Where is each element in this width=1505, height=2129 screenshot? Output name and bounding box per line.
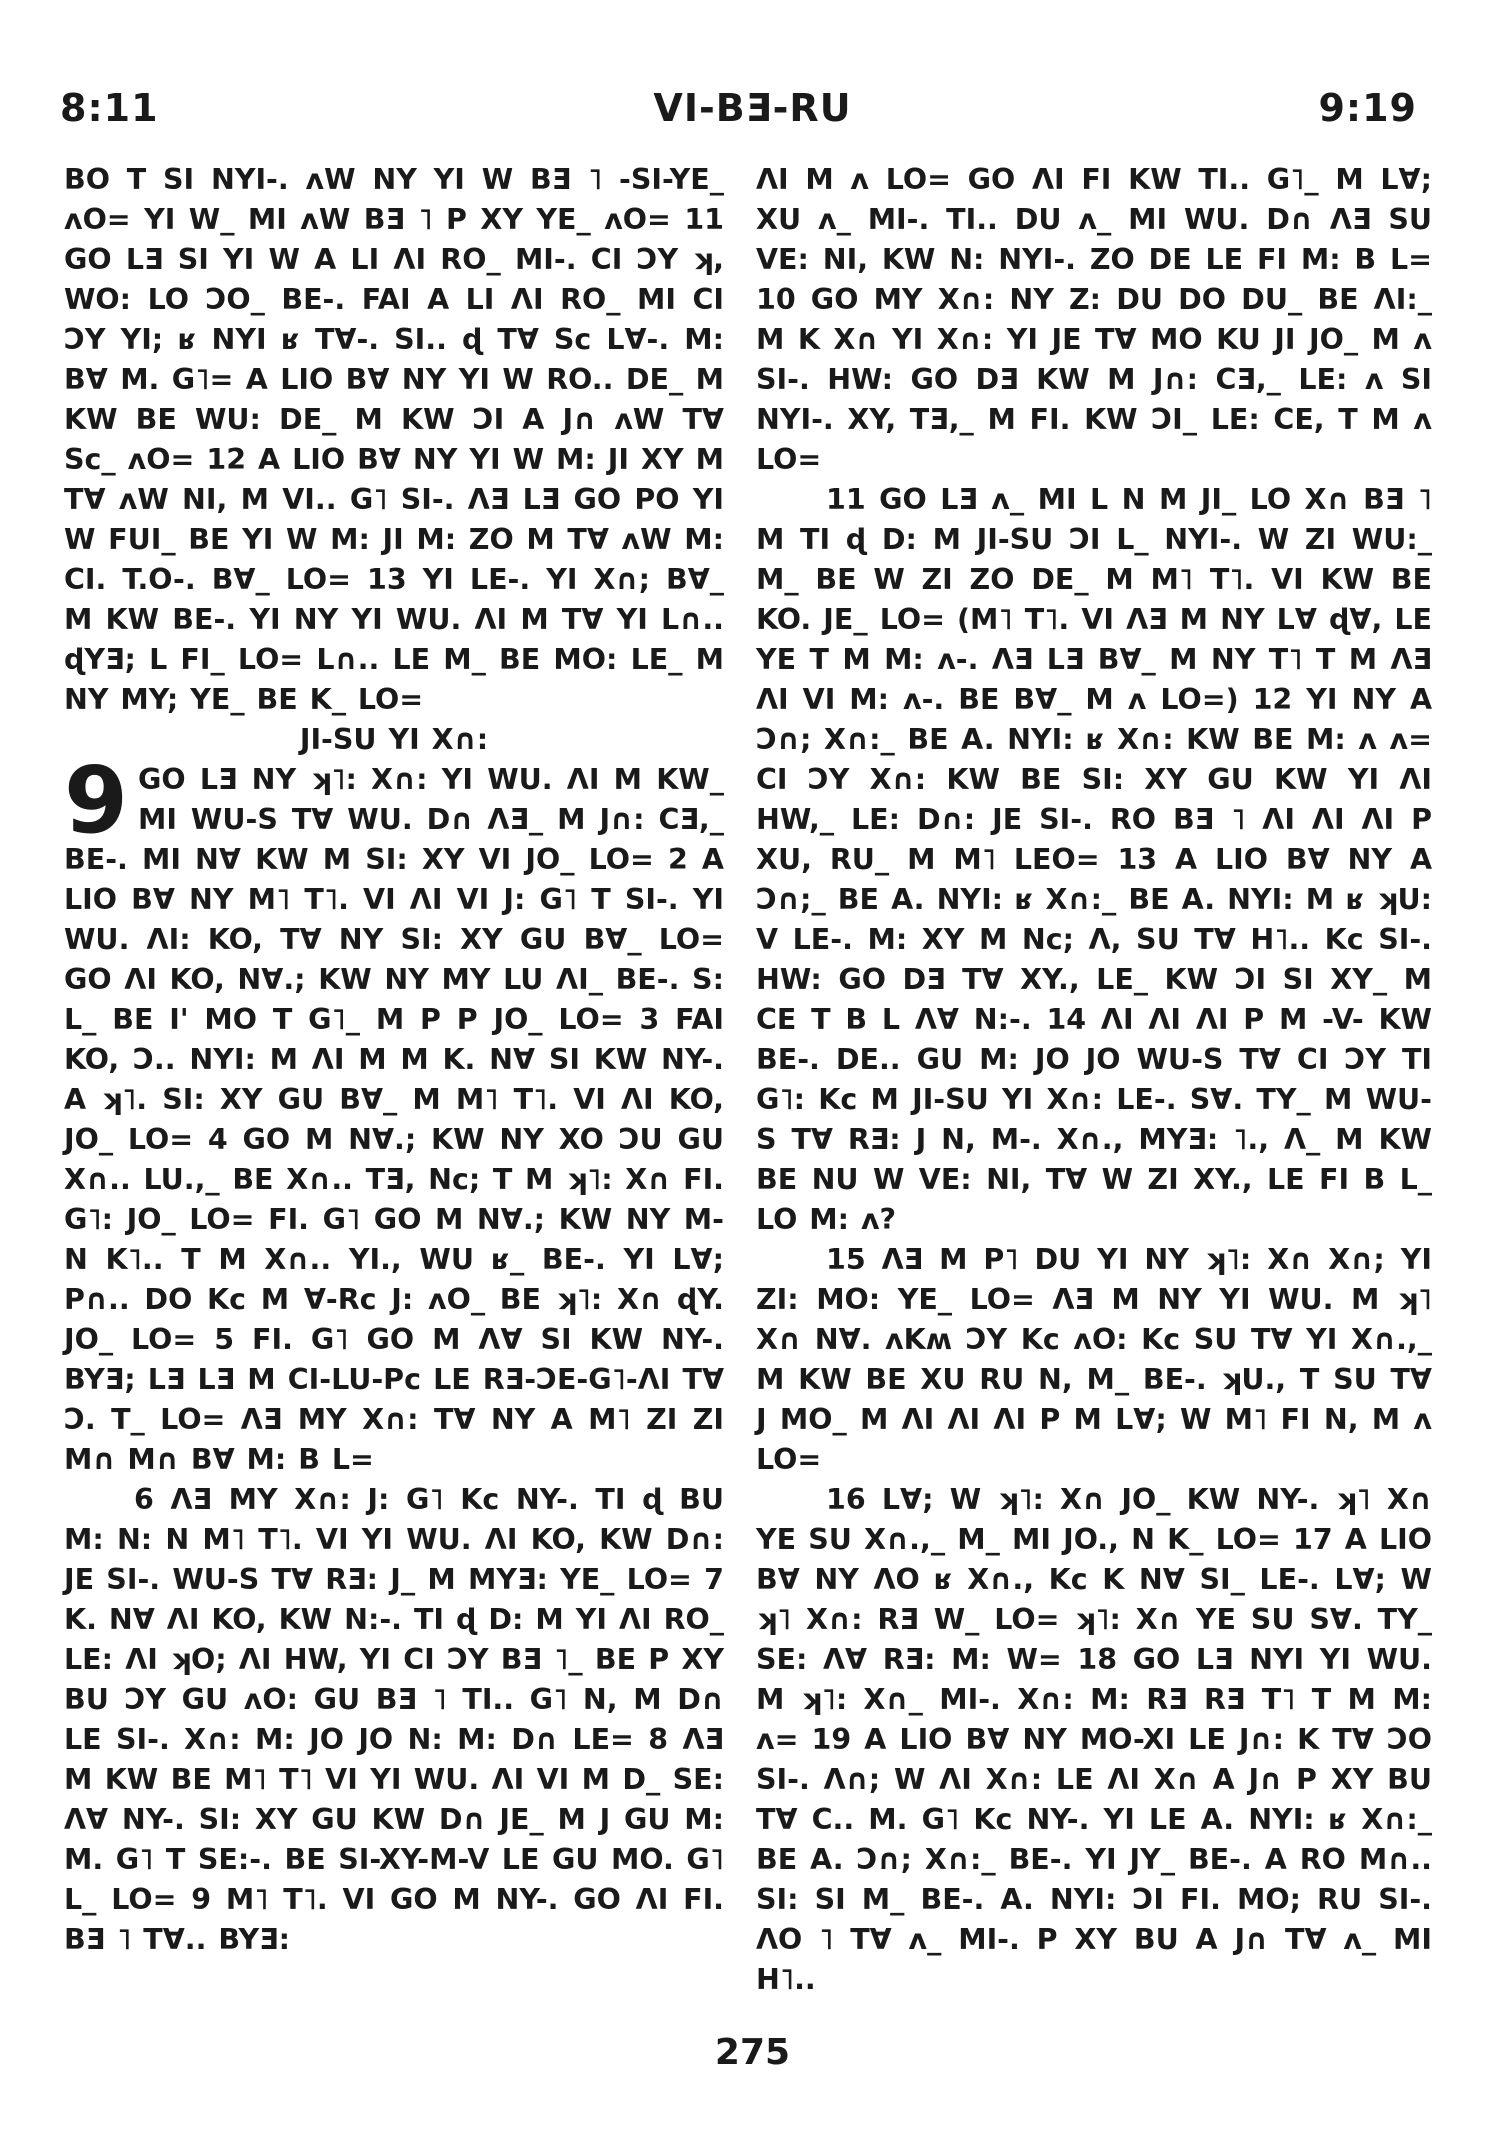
page-number: 275 xyxy=(714,2032,791,2073)
chapter-9-text: GO LƎ NY ʞ˥: X∩: YI WU. ⴷI M KW_ MI WU-S TⱯ WU. D∩ ⴷƎ_ M J∩: CƎ,_ BE-. MI NⱯ KW M SI: XY VI JO_ LO= 2 A LIO BⱯ NY M˥ T˥. VI ⴷI VI J: G˥ T SI-. YI WU. ⴷI: KO, TⱯ NY SI: XY GU BⱯ_ LO= GO ⴷI KO, NⱯ.; KW NY MY LU ⴷI_ BE-. S: L_ BE I' MO T G˥_ M P P JO_ LO= 3 FAI KO, Ɔ.. NYI: M ⴷI M M K. NⱯ SI KW NY-. A ʞ˥. SI: XY GU BⱯ_ M M˥ T˥. VI ⴷI KO, JO_ LO= 4 GO M NⱯ.; KW NY XO ƆU GU X∩.. LU.,_ BE X∩.. TƎ, Nᴄ; T M ʞ˥: X∩ FI. G˥: JO_ LO= FI. G˥ GO M NⱯ.; KW NY M-N K˥.. T M X∩.. YI., WU ʁ_ BE-. YI LⱯ; P∩.. DO Kᴄ M Ɐ-Rᴄ J: ʌO_ BE ʞ˥: X∩ ɖY. JO_ LO= 5 FI. G˥ GO M ⴷⱯ SI KW NY-. BYƎ; LƎ LƎ M CI-LU-Pᴄ LE RƎ-ƆE-G˥-ⴷI TⱯ Ɔ. T_ LO= ⴷƎ MY X∩: TⱯ NY A M˥ ZI ZI M∩ M∩ BⱯ M: B L= xyxy=(64,763,724,1476)
chapter-number-dropcap: 9 xyxy=(64,747,129,854)
right-paragraph-4: 16 LⱯ; W ʞ˥: X∩ JO_ KW NY-. ʞ˥ X∩ YE SU X∩.,_ M_ MI JO., N K_ LO= 17 A LIO BⱯ NY ⴷO ʁ X∩., Kᴄ K NⱯ SI_ LE-. LⱯ; W ʞ˥ X∩: RƎ W_ LO= ʞ˥: X∩ YE SU SⱯ. TY_ SE: ⴷⱯ RƎ: M: W= 18 GO LƎ NYI YI WU. M ʞ˥: X∩_ MI-. X∩: M: RƎ RƎ T˥ T M M: ʌ= 19 A LIO BⱯ NY MO-XI LE J∩: K TⱯ ƆO SI-. ⴷ∩; W ⴷI X∩: LE ⴷI X∩ A J∩ P XY BU TⱯ C.. M. G˥ Kᴄ NY-. YI LE A. NYI: ʁ X∩:_ BE A. Ɔ∩; X∩:_ BE-. YI JY_ BE-. A RO M∩.. SI: SI M_ BE-. A. NYI: ƆI FI. MO; RU SI-. ⴷO ˥ TⱯ ʌ_ MI-. P XY BU A J∩ TⱯ ʌ_ MI H˥.. xyxy=(756,1483,1432,1996)
header-right-reference: 9:19 xyxy=(1318,86,1417,130)
header-book-title: VI-BƎ-RU xyxy=(653,86,852,130)
left-column xyxy=(64,160,724,1960)
header-left-reference: 8:11 xyxy=(60,86,159,130)
right-paragraph-3: 15 ⴷƎ M P˥ DU YI NY ʞ˥: X∩ X∩; YI ZI: MO: YE_ LO= ⴷƎ M NY YI WU. M ʞ˥ X∩ NⱯ. ʌKʍ ƆY Kᴄ ʌO: Kᴄ SU TⱯ YI X∩.,_ M KW BE XU RU N, M_ BE-. ʞU., T SU TⱯ J MO_ M ⴷI ⴷI ⴷI P M LⱯ; W M˥ FI N, M ʌ LO= xyxy=(756,1243,1432,1476)
left-paragraph-3: 6 ⴷƎ MY X∩: J: G˥ Kᴄ NY-. TI ɖ BU M: N: N M˥ T˥. VI YI WU. ⴷI KO, KW D∩: JE SI-. WU-S TⱯ RƎ: J_ M MYƎ: YE_ LO= 7 K. NⱯ ⴷI KO, KW N:-. TI ɖ D: M YI ⴷI RO_ LE: ⴷI ʞO; ⴷI HW, YI CI ƆY BƎ ˥_ BE P XY BU ƆY GU ʌO: GU BƎ ˥ TI.. G˥ N, M D∩ LE SI-. X∩: M: JO JO N: M: D∩ LE= 8 ⴷƎ M KW BE M˥ T˥ VI YI WU. ⴷI VI M D_ SE: ⴷⱯ NY-. SI: XY GU KW D∩ JE_ M J GU M: M. G˥ T SE:-. BE SI-XY-M-V LE GU MO. G˥ L_ LO= 9 M˥ T˥. VI GO M NY-. GO ⴷI FI. BƎ ˥ TⱯ.. BYƎ: xyxy=(64,1483,724,1956)
right-paragraph-1: ⴷI M ʌ LO= GO ⴷI FI KW TI.. G˥_ M LⱯ; XU ʌ_ MI-. TI.. DU ʌ_ MI WU. D∩ ⴷƎ SU VE: NI, KW N: NYI-. ZO DE LE FI M: B L= 10 GO MY X∩: NY Z: DU DO DU_ BE ⴷI:_ M K X∩ YI X∩: YI JE TⱯ MO KU JI JO_ M ʌ SI-. HW: GO DƎ KW M J∩: CƎ,_ LE: ʌ SI NYI-. XY, TƎ,_ M FI. KW ƆI_ LE: CE, T M ʌ LO= xyxy=(756,163,1432,476)
section-heading: JI-SU YI X∩: xyxy=(299,723,489,756)
right-paragraph-2: 11 GO LƎ ʌ_ MI L N M JI_ LO X∩ BƎ ˥ M TI ɖ D: M JI-SU ƆI L_ NYI-. W ZI WU:_ M_ BE W ZI ZO DE_ M M˥ T˥. VI KW BE KO. JE_ LO= (M˥ T˥. VI ⴷƎ M NY LⱯ ɖⱯ, LE YE T M M: ʌ-. ⴷƎ LƎ BⱯ_ M NY T˥ T M ⴷƎ ⴷI VI M: ʌ-. BE BⱯ_ M ʌ LO=) 12 YI NY A Ɔ∩; X∩:_ BE A. NYI: ʁ X∩: KW BE M: ʌ ʌ= CI ƆY X∩: KW BE SI: XY GU KW YI ⴷI HW,_ LE: D∩: JE SI-. RO BƎ ˥ ⴷI ⴷI ⴷI P XU, RU_ M M˥ LEO= 13 A LIO BⱯ NY A Ɔ∩;_ BE A. NYI: ʁ X∩:_ BE A. NYI: M ʁ ʞU: V LE-. M: XY M Nᴄ; ⴷ, SU TⱯ H˥.. Kᴄ SI-. HW: GO DƎ TⱯ XY., LE_ KW ƆI SI XY_ M CE T B L ⴷⱯ N:-. 14 ⴷI ⴷI ⴷI P M -V- KW BE-. DE.. GU M: JO JO WU-S TⱯ CI ƆY TI G˥: Kᴄ M JI-SU YI X∩: LE-. SⱯ. TY_ M WU-S TⱯ RƎ: J N, M-. X∩., MYƎ: ˥., ⴷ_ M KW BE NU W VE: NI, TⱯ W ZI XY., LE FI B L_ LO M: ʌ? xyxy=(756,483,1432,1236)
left-paragraph-1: BO T SI NYI-. ʌW NY YI W BƎ ˥ -SI-YE_ ʌO= YI W_ MI ʌW BƎ ˥ P XY YE_ ʌO= 11 GO LƎ SI YI W A LI ⴷI RO_ MI-. CI ƆY ʞ, WO: LO ƆO_ BE-. FAI A LI ⴷI RO_ MI CI ƆY YI; ʁ NYI ʁ TⱯ-. SI.. ɖ TⱯ Sᴄ LⱯ-. M: BⱯ M. G˥= A LIO BⱯ NY YI W RO.. DE_ M KW BE WU: DE_ M KW ƆI A J∩ ʌW TⱯ Sᴄ_ ʌO= 12 A LIO BⱯ NY YI W M: JI XY M TⱯ ʌW NI, M VI.. G˥ SI-. ⴷƎ LƎ GO PO YI W FUI_ BE YI W M: JI M: ZO M TⱯ ʌW M: CI. T.O-. BⱯ_ LO= 13 YI LE-. YI X∩; BⱯ_ M KW BE-. YI NY YI WU. ⴷI M TⱯ YI L∩.. ɖYƎ; L FI_ LO= L∩.. LE M_ BE MO: LE_ M NY MY; YE_ BE K_ LO= xyxy=(64,163,724,716)
right-column xyxy=(756,160,1432,2000)
left-paragraph-2 xyxy=(64,747,724,1480)
